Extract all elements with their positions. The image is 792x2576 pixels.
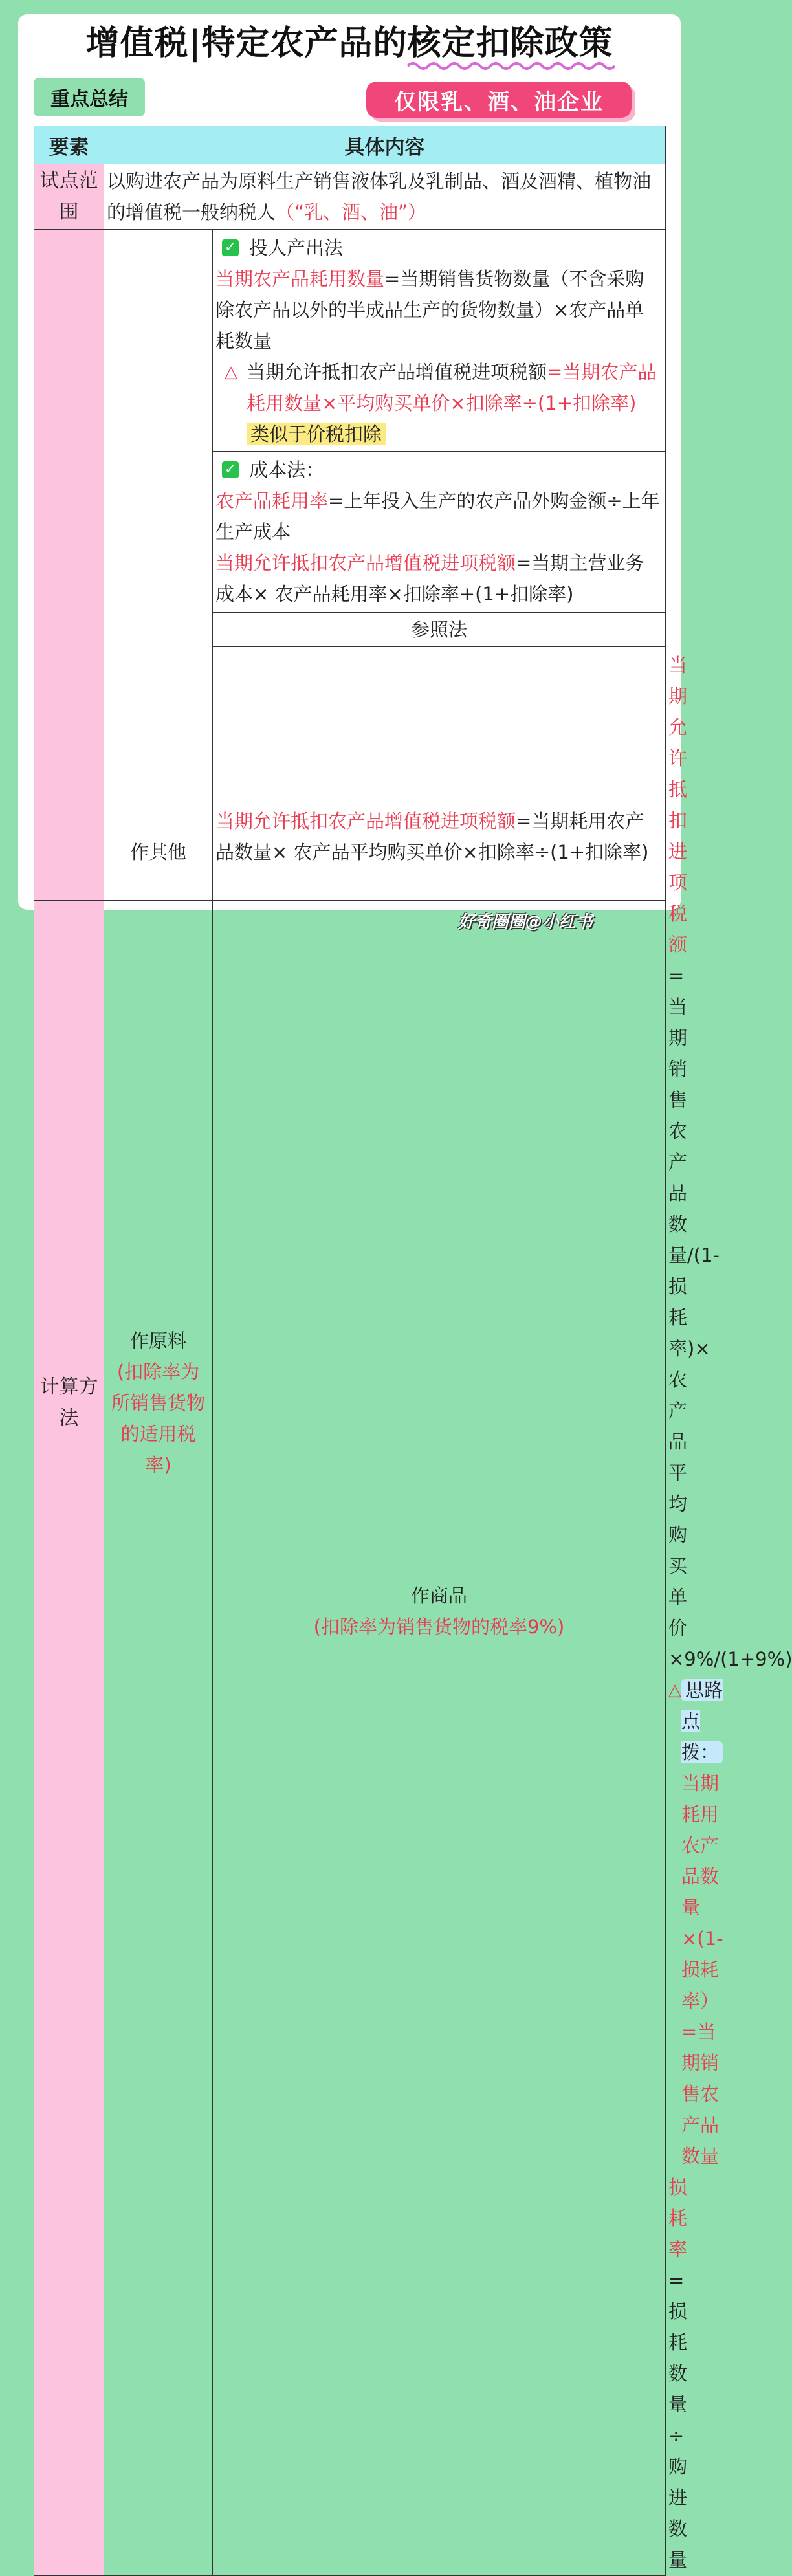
cost-title: 成本法： bbox=[249, 459, 325, 481]
other-f1-key: 当期允许抵扣农产品增值税进项税额 bbox=[215, 810, 516, 832]
calc-label-continued bbox=[34, 804, 104, 901]
check-icon: ✓ bbox=[222, 239, 239, 256]
other-label: 作其他 bbox=[104, 804, 213, 901]
watermark: 好奇圈圈@小红书 bbox=[458, 912, 593, 932]
tip-text: 当期耗用农产品数量×(1-损耗率）=当期销售农产品数量 bbox=[681, 1772, 723, 2167]
warning-triangle-icon: △ bbox=[668, 1680, 681, 1700]
raw-note: (扣除率为所销售货物的适用税率) bbox=[111, 1360, 205, 1476]
pilot-content bbox=[104, 164, 666, 230]
io-f2-a: 当期允许抵扣农产品增值税进项税额 bbox=[247, 361, 547, 383]
io-title: 投人产出法 bbox=[249, 237, 344, 259]
goods-label-cell bbox=[213, 647, 666, 2576]
raw-label-cell bbox=[104, 230, 213, 2576]
ref-method-title: 参照法 bbox=[213, 613, 666, 647]
wavy-underline bbox=[408, 61, 621, 71]
cost-f2-key: 当期允许抵扣农产品增值税进项税额 bbox=[215, 552, 516, 574]
goods-f2-key: 损耗率 bbox=[668, 2176, 688, 2260]
row-pilot-scope bbox=[34, 164, 666, 230]
io-hint-badge: 类似于价税扣除 bbox=[247, 423, 386, 445]
io-method-cell bbox=[213, 230, 666, 452]
policy-table bbox=[34, 126, 792, 2576]
check-icon: ✓ bbox=[222, 461, 239, 478]
pilot-label: 试点范围 bbox=[34, 164, 104, 230]
col-header-content: 具体内容 bbox=[104, 126, 666, 164]
cost-f1-rest: =上年投入生产的农产品外购金额÷上年生产成本 bbox=[215, 490, 660, 543]
tip-label: 思路点拨： bbox=[681, 1679, 723, 1763]
calc-label: 计算方法 bbox=[34, 230, 104, 2576]
pilot-text: 以购进农产品为原料生产销售液体乳及乳制品、酒及酒精、植物油的增值税一般纳税人 bbox=[107, 170, 652, 223]
goods-f2-rest: =损耗数量÷购进数量 bbox=[668, 2269, 688, 2571]
cost-f1-key: 农产品耗用率 bbox=[215, 490, 329, 512]
policy-table-other bbox=[34, 804, 666, 901]
row-raw-io bbox=[34, 230, 666, 452]
summary-tag: 重点总结 bbox=[34, 78, 145, 116]
io-f2-b: =当期农产品耗用数量×平均购买单价×扣除率÷(1+扣除率) bbox=[247, 361, 657, 414]
io-f1-key: 当期农产品耗用数量 bbox=[215, 268, 385, 290]
cost-method-cell bbox=[213, 452, 666, 613]
goods-f1-key: 当期允许抵扣进项税额 bbox=[668, 654, 688, 956]
goods-f1-rest: =当期销售农产品数量/(1-损耗率)× 农产品平均购买单价×9%/(1+9%) bbox=[668, 965, 792, 1670]
table-header-row bbox=[34, 126, 666, 164]
warning-triangle-icon: △ bbox=[225, 362, 237, 382]
other-f1-rest: =当期耗用农产品数量× 农产品平均购买单价×扣除率÷(1+扣除率) bbox=[215, 810, 649, 863]
goods-label: 作商品 bbox=[410, 1585, 467, 1607]
io-f1-rest: =当期销售货物数量（不含采购除农产品以外的半成品生产的货物数量）×农产品单耗数量 bbox=[215, 268, 644, 352]
page-title: 增值税|特定农产品的核定扣除政策 bbox=[85, 24, 613, 63]
pilot-text-highlight: （“乳、酒、油”） bbox=[276, 201, 427, 223]
scope-tag: 仅限乳、酒、油企业 bbox=[366, 82, 632, 118]
cost-f2-rest: =当期主营业务成本× 农产品耗用率×扣除率+(1+扣除率) bbox=[215, 552, 644, 605]
row-other bbox=[34, 804, 666, 901]
raw-label: 作原料 bbox=[129, 1329, 186, 1352]
col-header-element: 要素 bbox=[34, 126, 104, 164]
goods-note: (扣除率为销售货物的税率9%) bbox=[313, 1616, 565, 1638]
other-cell bbox=[213, 804, 666, 901]
